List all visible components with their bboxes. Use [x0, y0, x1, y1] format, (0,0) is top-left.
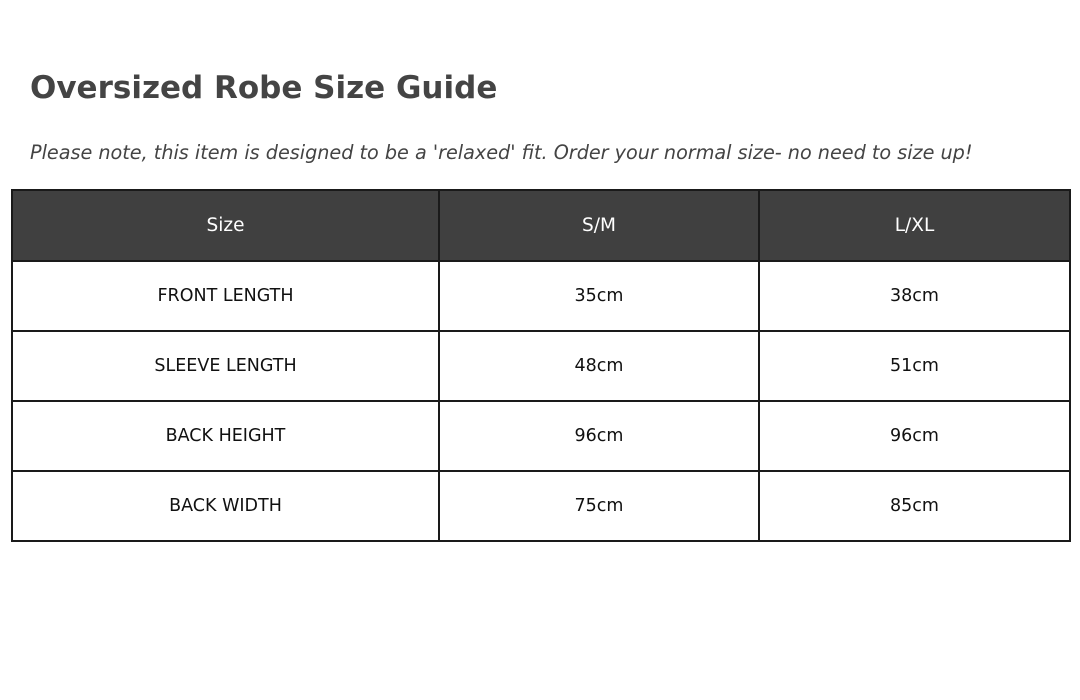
measurement-value-l-xl: 51cm: [759, 331, 1070, 401]
fit-note: Please note, this item is designed to be a 'relaxed' fit. Order your normal size- no need to size up!: [30, 141, 973, 164]
measurement-value-s-m: 35cm: [439, 261, 759, 331]
header-cell-l-xl: L/XL: [759, 190, 1070, 261]
table-header-row: [12, 190, 1070, 261]
page-title: Oversized Robe Size Guide: [30, 70, 498, 106]
measurement-value-l-xl: 85cm: [759, 471, 1070, 541]
measurement-label: BACK WIDTH: [12, 471, 439, 541]
table-row: [12, 471, 1070, 541]
table-row: [12, 331, 1070, 401]
table-row: [12, 261, 1070, 331]
measurement-value-s-m: 96cm: [439, 401, 759, 471]
measurement-label: BACK HEIGHT: [12, 401, 439, 471]
measurement-label: FRONT LENGTH: [12, 261, 439, 331]
size-chart-table: [11, 189, 1071, 542]
measurement-value-l-xl: 96cm: [759, 401, 1070, 471]
measurement-value-s-m: 48cm: [439, 331, 759, 401]
header-cell-size: Size: [12, 190, 439, 261]
table-row: [12, 401, 1070, 471]
header-cell-s-m: S/M: [439, 190, 759, 261]
measurement-value-s-m: 75cm: [439, 471, 759, 541]
measurement-label: SLEEVE LENGTH: [12, 331, 439, 401]
measurement-value-l-xl: 38cm: [759, 261, 1070, 331]
